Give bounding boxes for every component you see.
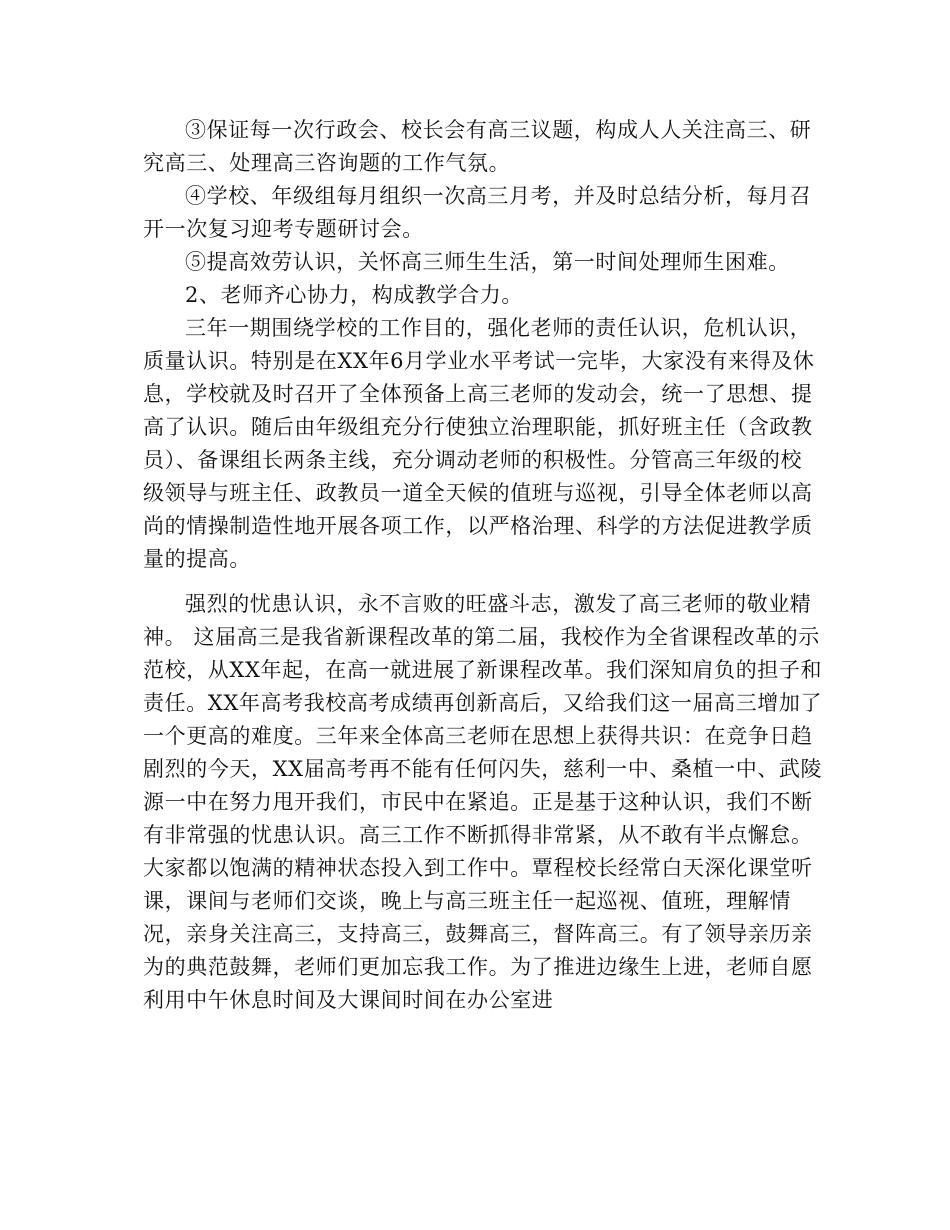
paragraph-item-5: ⑤提高效劳认识，关怀高三师生生活，第一时间处理师生困难。 xyxy=(185,250,790,274)
paragraph-item-3: ③保证每一次行政会、校长会有高三议题，构成人人关注高三、研究高三、处理高三咨询题的工作气氛。 xyxy=(143,118,812,175)
paragraph-item-4: ④学校、年级组每月组织一次高三月考，并及时总结分析，每月召开一次复习迎考专题研讨会。 xyxy=(143,184,812,241)
paragraph-teaching: 三年一期围绕学校的工作目的，强化老师的责任认识，危机认识，质量认识。特别是在XX年6月学业水平考试一完毕，大家没有来得及休息，学校就及时召开了全体预备上高三老师的发动会，统一了思想、提高了认识。随后由年级组充分行使独立治理职能，抓好班主任（含政教员）、备课组长两条主线，充分调动老师的积极性。分管高三年级的校级领导与班主任、政教员一道全天候的值班与巡视，引导全体老师以高尚的情操制造性地开展各项工作，以严格治理、科学的方法促进教学质量的提高。 xyxy=(143,316,815,571)
document-body xyxy=(143,114,823,1017)
paragraph-awareness: 强烈的忧患认识，永不言败的旺盛斗志，激发了高三老师的敬业精神。 这届高三是我省新课程改革的第二届，我校作为全省课程改革的示范校，从XX年起，在高一就进展了新课程改革。我们深知肩负的担子和责任。XX年高考我校高考成绩再创新高后，又给我们这一届高三增加了一个更高的难度。三年来全体高三老师在思想上获得共识：在竞争日趋剧烈的今天，XX届高考再不能有任何闪失，慈利一中、桑植一中、武陵源一中在努力甩开我们，市民中在紧追。正是基于这种认识，我们不断有非常强的忧患认识。高三工作不断抓得非常紧，从不敢有半点懈怠。大家都以饱满的精神状态投入到工作中。覃程校长经常白天深化课堂听课，课间与老师们交谈，晚上与高三班主任一起巡视、值班，理解情况，亲身关注高三，支持高三，鼓舞高三，督阵高三。有了领导亲历亲为的典范鼓舞，老师们更加忘我工作。为了推进边缘生上进，老师自愿利用中午休息时间及大课间时间在办公室进 xyxy=(143,592,823,1012)
section-heading: 2、老师齐心协力，构成教学合力。 xyxy=(185,283,523,307)
